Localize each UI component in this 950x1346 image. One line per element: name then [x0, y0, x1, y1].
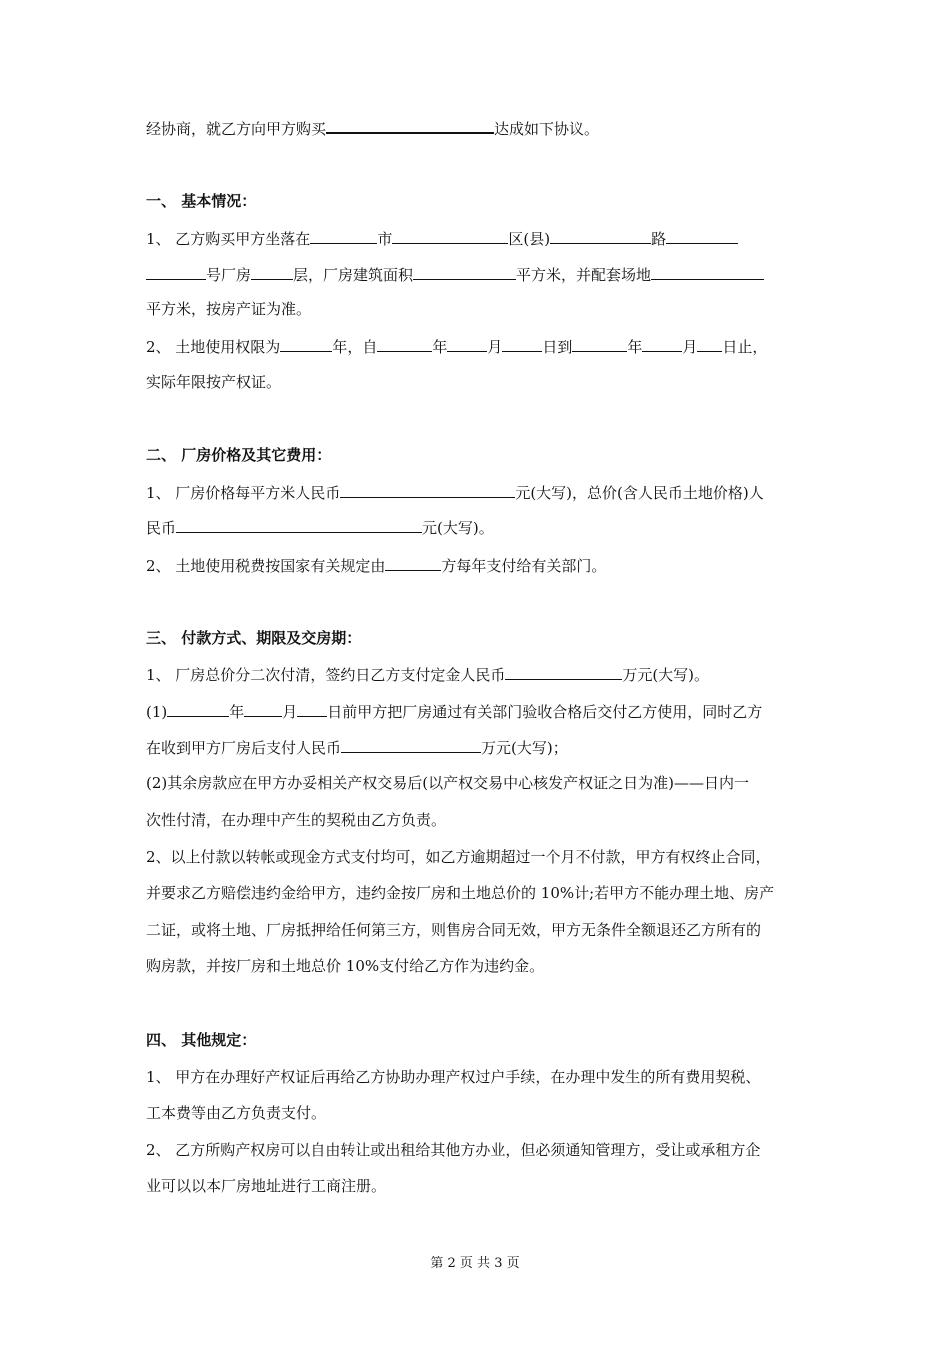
- end-year-blank: [572, 336, 627, 352]
- section-2-heading: 二、 厂房价格及其它费用：: [146, 446, 332, 464]
- text: 年: [229, 703, 245, 721]
- text: 月: [682, 338, 698, 356]
- sec3-sub2-line1: (2)其余房款应在甲方办妥相关产权交易后(以产权交易中心核发产权证之日为准)——日内一: [146, 774, 749, 792]
- sec3-item2-line3: 二证，或将土地、厂房抵押给任何第三方，则售房合同无效，甲方无条件全额退还乙方所有的: [146, 921, 762, 939]
- sec3-item2-line4: 购房款，并按厂房和土地总价 10%支付给乙方作为违约金。: [146, 957, 545, 975]
- section-1-heading: 一、 基本情况：: [146, 192, 257, 210]
- sec4-item2-line1: 2、 乙方所购产权房可以自由转让或出租给其他方办业，但必须通知管理方，受让或承租方企: [146, 1141, 761, 1159]
- text: 平方米，并配套场地: [516, 266, 652, 284]
- text: (1): [146, 703, 168, 721]
- handover-year-blank: [167, 701, 229, 717]
- text: 2、 土地使用税费按国家有关规定由: [146, 557, 386, 575]
- start-year-blank: [377, 336, 432, 352]
- text: 市: [377, 230, 393, 248]
- years-blank: [280, 336, 332, 352]
- text: 层，厂房建筑面积: [293, 266, 414, 284]
- handover-month-blank: [244, 701, 282, 717]
- payment-amount-blank: [341, 737, 481, 753]
- text: 号厂房: [206, 266, 252, 284]
- district-blank: [392, 228, 508, 244]
- text: 1、 乙方购买甲方坐落在: [146, 230, 311, 248]
- sec3-sub2-line2: 次性付清，在办理中产生的契税由乙方负责。: [146, 811, 447, 829]
- sec3-sub1-line2: [146, 737, 568, 758]
- total-price-blank: [176, 517, 422, 533]
- text: 路: [651, 230, 667, 248]
- text: 月: [282, 703, 298, 721]
- text: 日到: [542, 338, 573, 356]
- city-blank: [310, 228, 377, 244]
- end-day-blank: [697, 336, 722, 352]
- text: 年: [627, 338, 643, 356]
- sec1-item2-line2: 实际年限按产权证。: [146, 373, 282, 391]
- sec2-item1-line2: [146, 517, 494, 538]
- text: 2、 土地使用权限为: [146, 338, 281, 356]
- sec1-item2-line1: [146, 336, 767, 357]
- text: 1、 厂房总价分二次付清，签约日乙方支付定金人民币: [146, 666, 506, 684]
- sec4-item1-line1: 1、 甲方在办理好产权证后再给乙方协助办理产权过户手续，在办理中发生的所有费用契税、: [146, 1068, 761, 1086]
- text: 元(大写)，总价(含人民币土地价格)人: [515, 484, 764, 502]
- text: 万元(大写)。: [622, 666, 710, 684]
- text: 万元(大写)；: [481, 739, 568, 757]
- number-blank: [146, 264, 206, 280]
- sec4-item2-line2: 业可以以本厂房地址进行工商注册。: [146, 1177, 387, 1195]
- floor-blank: [251, 264, 293, 280]
- road-blank-2: [666, 228, 738, 244]
- deposit-blank: [505, 664, 622, 680]
- sec1-item1-line3: 平方米，按房产证为准。: [146, 300, 312, 318]
- sec1-item1-line2: [146, 264, 764, 285]
- text: 1、 厂房价格每平方米人民币: [146, 484, 341, 502]
- start-day-blank: [502, 336, 542, 352]
- sec3-item2-line2: 并要求乙方赔偿违约金给甲方，违约金按厂房和土地总价的 10%计;若甲方不能办理土地、房产: [146, 884, 775, 902]
- start-month-blank: [447, 336, 487, 352]
- page-footer: 第 2 页 共 3 页: [430, 1256, 520, 1271]
- text: 年，自: [332, 338, 378, 356]
- sec3-item1-line1: [146, 664, 709, 685]
- purchase-object-blank: [326, 117, 494, 134]
- sec2-item2-line1: [146, 555, 606, 576]
- intro-line: [146, 117, 599, 139]
- sec3-sub1-line1: [146, 701, 762, 722]
- text: 日前甲方把厂房通过有关部门验收合格后交付乙方使用，同时乙方: [327, 703, 763, 721]
- sec1-item1-line1: [146, 228, 738, 249]
- text: 元(大写)。: [422, 519, 494, 537]
- text: 月: [487, 338, 503, 356]
- road-blank: [550, 228, 651, 244]
- payer-blank: [385, 555, 441, 571]
- text: 在收到甲方厂房后支付人民币: [146, 739, 342, 757]
- section-4-heading: 四、 其他规定：: [146, 1031, 257, 1049]
- sec4-item1-line2: 工本费等由乙方负责支付。: [146, 1104, 327, 1122]
- unit-price-blank: [340, 482, 515, 498]
- end-month-blank: [642, 336, 682, 352]
- sec2-item1-line1: [146, 482, 764, 503]
- text: 日止，: [722, 338, 768, 356]
- text: 年: [432, 338, 448, 356]
- intro-text-b: 达成如下协议。: [494, 120, 600, 138]
- text: 区(县): [508, 230, 551, 248]
- handover-day-blank: [297, 701, 327, 717]
- site-area-blank: [651, 264, 764, 280]
- intro-text-a: 经协商，就乙方向甲方购买: [146, 120, 327, 138]
- sec3-item2-line1: 2、以上付款以转帐或现金方式支付均可，如乙方逾期超过一个月不付款，甲方有权终止合同，: [146, 848, 771, 866]
- text: 方每年支付给有关部门。: [441, 557, 607, 575]
- text: 民币: [146, 519, 177, 537]
- area-blank: [413, 264, 516, 280]
- section-3-heading: 三、 付款方式、期限及交房期：: [146, 629, 362, 647]
